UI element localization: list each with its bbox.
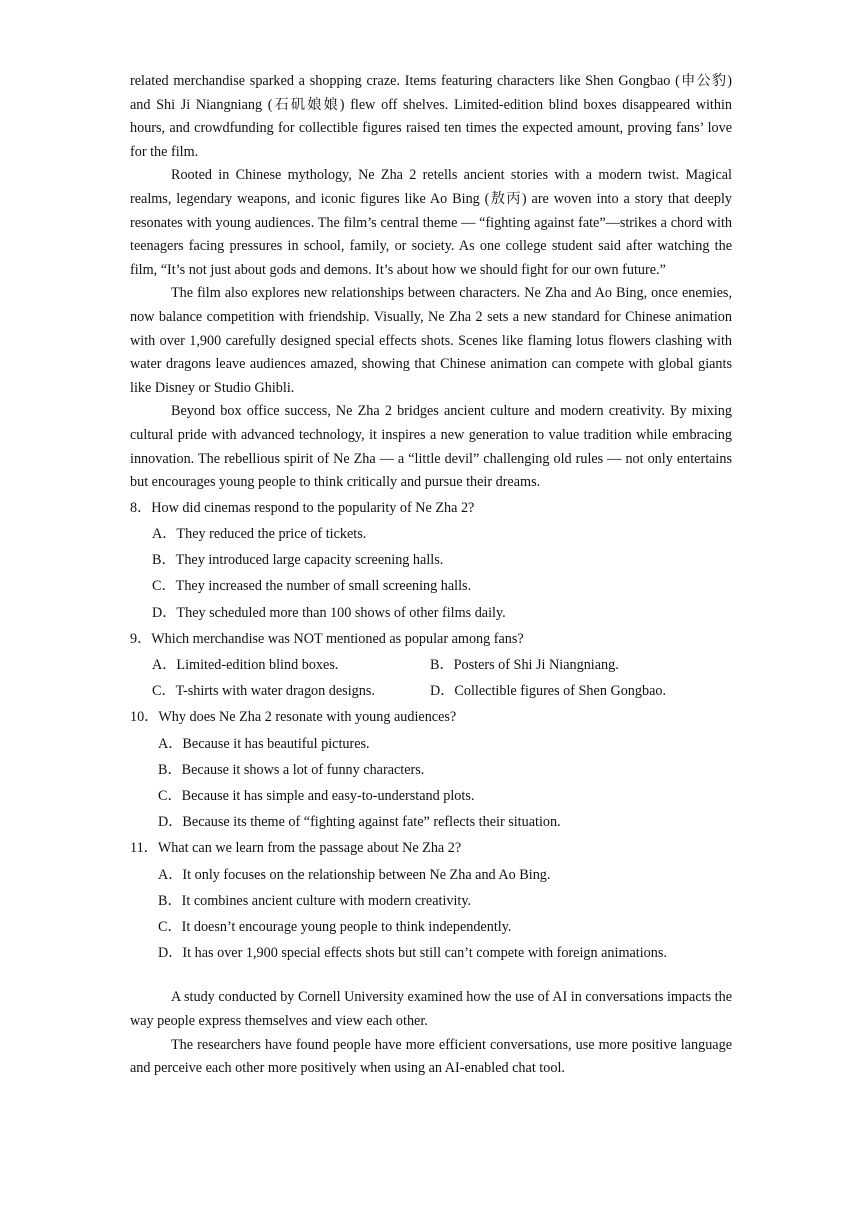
option-row [130, 678, 732, 704]
passage-paragraph: Rooted in Chinese mythology, Ne Zha 2 retells ancient stories with a modern twist. Magical realms, legendary weapons, and iconic figures like Ao Bing (敖丙) are woven into a story that deeply resonates with young audiences. The film’s central theme — “fighting against fate”—strikes a chord with teenagers facing pressures in school, family, or society. As one college student said after watching the film, “It’s not just about gods and demons. It’s about how we should fight for our own future.” [130, 167, 732, 278]
question-stem: 9．Which merchandise was NOT mentioned as popular among fans? [130, 630, 524, 647]
passage-paragraph: The film also explores new relationships between characters. Ne Zha and Ao Bing, once enemies, now balance competition with friendship. Visually, Ne Zha 2 sets a new standard for Chinese animation with over 1,900 carefully designed special effects shots. Scenes like flaming lotus flowers clashing with water dragons leave audiences amazed, showing that Chinese animation can compete with global giants like Disney or Studio Ghibli. [130, 285, 732, 396]
passage-paragraph: A study conducted by Cornell University examined how the use of AI in conversations impacts the way people express themselves and view each other. [130, 989, 732, 1029]
answer-option: A．They reduced the price of tickets. [152, 525, 367, 542]
question-11 [130, 835, 732, 966]
answer-option: C．Because it has simple and easy-to-understand plots. [158, 787, 475, 804]
answer-option: C．They increased the number of small screening halls. [152, 578, 472, 595]
answer-option: B．Because it shows a lot of funny characters. [158, 761, 425, 778]
answer-option: A．Because it has beautiful pictures. [158, 735, 370, 752]
question-stem: 11．What can we learn from the passage about Ne Zha 2? [130, 840, 462, 857]
passage-paragraph: related merchandise sparked a shopping craze. Items featuring characters like Shen Gongbao (申公豹) and Shi Ji Niangniang (石矶娘娘) flew off shelves. Limited-edition blind boxes disappeared within hours, and crowdfunding for collectible figures raised ten times the expected amount, proving fans’ love for the film. [130, 73, 732, 160]
document-page [130, 70, 732, 1081]
answer-option: A．It only focuses on the relationship between Ne Zha and Ao Bing. [158, 866, 551, 883]
answer-option: C．T-shirts with water dragon designs. [152, 683, 375, 700]
question-9 [130, 626, 732, 705]
answer-option: B．They introduced large capacity screening halls. [152, 552, 444, 569]
passage-paragraph: The researchers have found people have more efficient conversations, use more positive language and perceive each other more positively when using an AI-enabled chat tool. [130, 1036, 732, 1077]
passage-paragraph: Beyond box office success, Ne Zha 2 bridges ancient culture and modern creativity. By mixing cultural pride with advanced technology, it inspires a new generation to value tradition while embracing innovation. The rebellious spirit of Ne Zha — a “little devil” challenging old rules — not only entertains but encourages young people to think critically and pursue their dreams. [130, 403, 732, 491]
answer-option: A．Limited-edition blind boxes. [152, 656, 339, 673]
answer-option: D．Because its theme of “fighting against fate” reflects their situation. [158, 814, 561, 831]
option-row [130, 652, 732, 678]
answer-option: D．Collectible figures of Shen Gongbao. [430, 683, 667, 700]
question-10 [130, 704, 732, 835]
reading-passage [130, 70, 732, 495]
answer-option: D．They scheduled more than 100 shows of other films daily. [152, 604, 506, 621]
answer-option: C．It doesn’t encourage young people to think independently. [158, 918, 512, 935]
next-reading-passage [130, 986, 732, 1080]
section-spacer [130, 966, 732, 986]
answer-option: B．Posters of Shi Ji Niangniang. [430, 656, 619, 673]
answer-option: B．It combines ancient culture with modern creativity. [158, 892, 472, 909]
question-8 [130, 495, 732, 626]
question-stem: 10．Why does Ne Zha 2 resonate with young audiences? [130, 709, 457, 726]
question-stem: 8．How did cinemas respond to the popularity of Ne Zha 2? [130, 499, 475, 516]
answer-option: D．It has over 1,900 special effects shots but still can’t compete with foreign animations. [158, 945, 667, 962]
